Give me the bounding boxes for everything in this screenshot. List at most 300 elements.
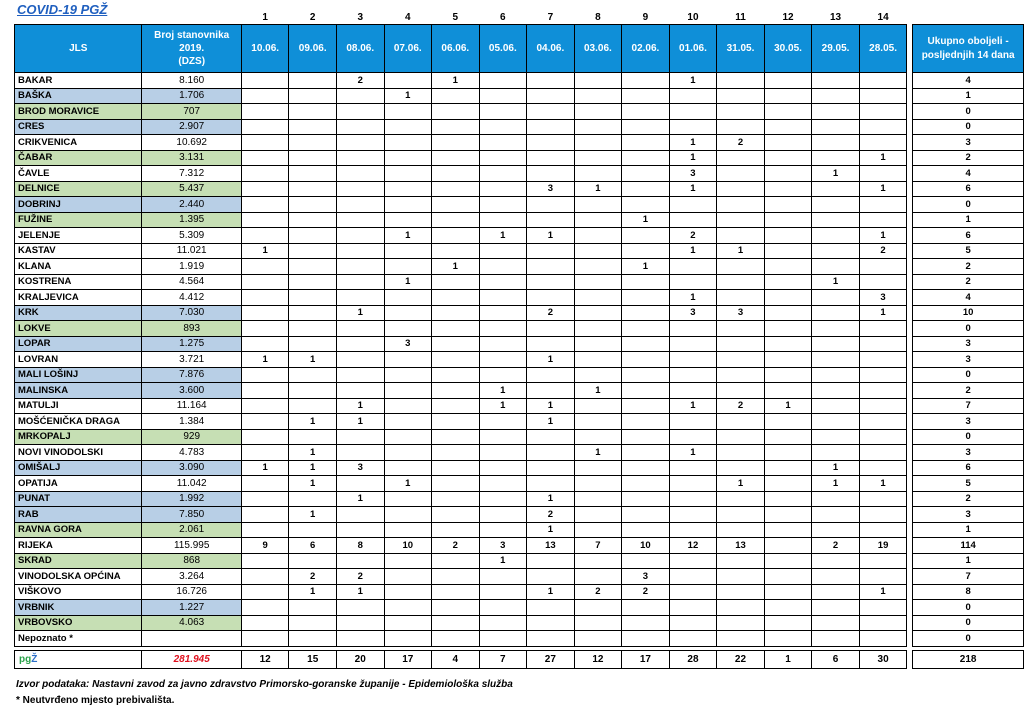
case-count-cell [241,228,289,244]
case-count-cell [479,414,527,430]
case-count-cell [574,166,622,182]
case-count-cell [384,631,432,647]
case-count-cell: 1 [527,352,575,368]
case-count-cell [669,367,717,383]
case-count-cell [812,631,860,647]
case-count-cell [812,615,860,631]
case-count-cell [859,600,907,616]
case-count-cell [859,352,907,368]
case-count-cell [764,321,812,337]
case-count-cell [289,181,337,197]
case-count-cell [764,445,812,461]
case-count-cell [812,507,860,523]
case-count-cell: 1 [669,135,717,151]
case-count-cell [717,600,765,616]
case-count-cell [432,507,480,523]
case-count-cell [859,429,907,445]
case-count-cell [764,414,812,430]
case-count-cell [432,150,480,166]
case-count-cell [764,615,812,631]
case-count-cell [859,383,907,399]
case-count-cell: 19 [859,538,907,554]
case-count-cell [764,569,812,585]
population-value: 115.995 [142,538,241,554]
case-count-cell [669,336,717,352]
case-count-cell [241,522,289,538]
case-count-cell [241,553,289,569]
total-header-line1: Ukupno oboljeli - [927,35,1009,47]
row-total: 6 [913,228,1024,244]
case-count-cell: 3 [669,166,717,182]
daily-total: 12 [241,650,289,668]
case-count-cell [812,305,860,321]
case-count-cell [812,150,860,166]
case-count-cell [432,290,480,306]
case-count-cell [669,553,717,569]
population-value: 16.726 [142,584,241,600]
case-count-cell [432,212,480,228]
case-count-cell [479,150,527,166]
date-header: 05.06. [479,25,527,73]
case-count-cell [336,383,384,399]
case-count-cell: 2 [527,507,575,523]
case-count-cell [812,522,860,538]
case-count-cell [479,259,527,275]
case-count-cell [527,73,575,89]
case-count-cell [479,321,527,337]
case-count-cell [432,228,480,244]
case-count-cell [717,367,765,383]
case-count-cell [289,522,337,538]
case-count-cell [384,460,432,476]
case-count-cell [859,259,907,275]
case-count-cell [289,398,337,414]
case-count-cell [764,367,812,383]
population-value: 3.090 [142,460,241,476]
case-count-cell: 9 [241,538,289,554]
case-count-cell [574,321,622,337]
case-count-cell: 2 [717,398,765,414]
case-count-cell [241,166,289,182]
case-count-cell [384,321,432,337]
case-count-cell [336,522,384,538]
case-count-cell [859,321,907,337]
case-count-cell [241,398,289,414]
municipality-name: CRES [15,119,142,135]
daily-total: 28 [669,650,717,668]
row-total: 0 [913,367,1024,383]
date-header: 31.05. [717,25,765,73]
case-count-cell [479,429,527,445]
case-count-cell [622,522,670,538]
case-count-cell [289,243,337,259]
table-row [15,615,1024,631]
case-count-cell [764,352,812,368]
case-count-cell [669,259,717,275]
population-value: 7.876 [142,367,241,383]
row-total: 1 [913,522,1024,538]
column-number-row [15,10,1024,25]
row-total: 0 [913,615,1024,631]
population-value: 893 [142,321,241,337]
case-count-cell [764,522,812,538]
case-count-cell [479,197,527,213]
column-number: 2 [309,11,316,23]
row-total: 0 [913,429,1024,445]
population-header-line1: Broj stanovnika [154,30,230,41]
case-count-cell [336,631,384,647]
case-count-cell [432,197,480,213]
case-count-cell: 1 [859,150,907,166]
case-count-cell: 1 [479,383,527,399]
column-number: 12 [782,11,794,23]
case-count-cell [812,569,860,585]
case-count-cell [241,321,289,337]
case-count-cell [336,445,384,461]
case-count-cell [432,460,480,476]
population-header-line3: (DZS) [178,56,206,67]
case-count-cell: 1 [432,73,480,89]
case-count-cell [669,429,717,445]
case-count-cell: 1 [669,290,717,306]
population-value: 11.021 [142,243,241,259]
source-note: Izvor podataka: Nastavni zavod za javno zdravstvo Primorsko-goranske županije - Epidemiološka služba [16,679,513,690]
case-count-cell [432,522,480,538]
case-count-cell [859,553,907,569]
case-count-cell [764,274,812,290]
case-count-cell [384,181,432,197]
case-count-cell [574,352,622,368]
case-count-cell [574,150,622,166]
case-count-cell [717,522,765,538]
case-count-cell [289,615,337,631]
municipality-name: KASTAV [15,243,142,259]
municipality-name: CRIKVENICA [15,135,142,151]
date-header: 28.05. [859,25,907,73]
case-count-cell [479,600,527,616]
row-total: 2 [913,274,1024,290]
table-row [15,274,1024,290]
totals-row [15,650,1024,668]
column-number: 13 [829,11,842,23]
case-count-cell [717,553,765,569]
municipality-name: LOVRAN [15,352,142,368]
page-title[interactable]: COVID-19 PGŽ [17,2,108,17]
case-count-cell [622,336,670,352]
column-number: 14 [877,11,889,23]
population-value: 3.600 [142,383,241,399]
case-count-cell [574,88,622,104]
table-row [15,321,1024,337]
case-count-cell [479,104,527,120]
case-count-cell [479,305,527,321]
municipality-name: MALI LOŠINJ [15,367,142,383]
case-count-cell: 1 [384,274,432,290]
date-header: 03.06. [574,25,622,73]
table-row [15,398,1024,414]
date-header: 29.05. [812,25,860,73]
case-count-cell [479,476,527,492]
case-count-cell [432,104,480,120]
case-count-cell [859,274,907,290]
case-count-cell: 2 [669,228,717,244]
case-count-cell [384,445,432,461]
case-count-cell [527,615,575,631]
table-row [15,460,1024,476]
case-count-cell [384,569,432,585]
case-count-cell [574,119,622,135]
daily-total: 30 [859,650,907,668]
case-count-cell [432,383,480,399]
case-count-cell [432,119,480,135]
case-count-cell: 3 [336,460,384,476]
case-count-cell [241,212,289,228]
municipality-name: VRBNIK [15,600,142,616]
case-count-cell [669,600,717,616]
municipality-name: JELENJE [15,228,142,244]
case-count-cell [622,631,670,647]
case-count-cell [717,181,765,197]
row-total: 10 [913,305,1024,321]
municipality-name: MATULJI [15,398,142,414]
case-count-cell: 1 [669,150,717,166]
case-count-cell: 2 [859,243,907,259]
case-count-cell [336,274,384,290]
case-count-cell [717,88,765,104]
case-count-cell [384,491,432,507]
case-count-cell: 8 [336,538,384,554]
case-count-cell [764,197,812,213]
row-total: 0 [913,631,1024,647]
case-count-cell: 6 [289,538,337,554]
case-count-cell: 1 [669,445,717,461]
case-count-cell [479,491,527,507]
case-count-cell [717,460,765,476]
case-count-cell [622,460,670,476]
case-count-cell [764,631,812,647]
case-count-cell [289,212,337,228]
case-count-cell [669,460,717,476]
municipality-name: KRK [15,305,142,321]
municipality-name: VINODOLSKA OPĆINA [15,569,142,585]
case-count-cell [289,336,337,352]
case-count-cell [622,414,670,430]
case-count-cell: 1 [479,553,527,569]
population-value: 11.164 [142,398,241,414]
case-count-cell [336,476,384,492]
date-header: 07.06. [384,25,432,73]
case-count-cell [384,398,432,414]
case-count-cell: 1 [812,476,860,492]
population-total: 281.945 [142,650,241,668]
case-count-cell [812,228,860,244]
case-count-cell [289,104,337,120]
case-count-cell [669,212,717,228]
population-value: 3.721 [142,352,241,368]
case-count-cell [336,119,384,135]
case-count-cell: 1 [812,460,860,476]
case-count-cell [241,73,289,89]
case-count-cell [669,507,717,523]
case-count-cell: 1 [479,398,527,414]
case-count-cell [432,491,480,507]
table-row [15,631,1024,647]
case-count-cell [622,104,670,120]
case-count-cell [764,243,812,259]
municipality-name: Nepoznato * [15,631,142,647]
case-count-cell [859,522,907,538]
case-count-cell [336,212,384,228]
case-count-cell: 2 [432,538,480,554]
case-count-cell [717,73,765,89]
population-value: 4.564 [142,274,241,290]
case-count-cell [764,104,812,120]
case-count-cell: 1 [622,259,670,275]
case-count-cell: 1 [574,181,622,197]
case-count-cell [241,429,289,445]
case-count-cell [622,383,670,399]
case-count-cell [812,197,860,213]
case-count-cell [764,460,812,476]
row-total: 8 [913,584,1024,600]
case-count-cell: 3 [859,290,907,306]
case-count-cell [669,414,717,430]
case-count-cell [432,445,480,461]
case-count-cell: 2 [812,538,860,554]
case-count-cell [717,274,765,290]
case-count-cell [669,119,717,135]
daily-total: 27 [527,650,575,668]
case-count-cell [289,228,337,244]
case-count-cell: 1 [289,352,337,368]
case-count-cell [859,119,907,135]
case-count-cell [241,491,289,507]
case-count-cell: 2 [289,569,337,585]
case-count-cell: 1 [574,383,622,399]
case-count-cell [622,119,670,135]
case-count-cell [289,197,337,213]
case-count-cell [669,569,717,585]
table-row [15,88,1024,104]
case-count-cell [432,631,480,647]
case-count-cell [764,507,812,523]
case-count-cell [479,212,527,228]
case-count-cell [574,414,622,430]
case-count-cell [859,414,907,430]
pgz-logo [15,650,142,668]
case-count-cell [764,166,812,182]
table-row [15,336,1024,352]
case-count-cell: 1 [527,398,575,414]
case-count-cell [241,119,289,135]
case-count-cell [527,243,575,259]
case-count-cell [859,398,907,414]
case-count-cell [764,336,812,352]
municipality-name: LOPAR [15,336,142,352]
case-count-cell [717,166,765,182]
case-count-cell [384,507,432,523]
case-count-cell [527,166,575,182]
case-count-cell: 1 [527,522,575,538]
table-row [15,600,1024,616]
case-count-cell [812,104,860,120]
table-row [15,181,1024,197]
case-count-cell [622,476,670,492]
case-count-cell [432,336,480,352]
case-count-cell [574,228,622,244]
case-count-cell [717,507,765,523]
header-row [15,25,1024,73]
case-count-cell [764,212,812,228]
case-count-cell [479,352,527,368]
case-count-cell: 1 [717,476,765,492]
case-count-cell: 1 [717,243,765,259]
case-count-cell [336,336,384,352]
row-total: 114 [913,538,1024,554]
case-count-cell [669,274,717,290]
row-total: 0 [913,600,1024,616]
population-value: 7.030 [142,305,241,321]
blank-cell [913,10,1024,25]
case-count-cell [432,181,480,197]
case-count-cell [241,600,289,616]
case-count-cell [384,150,432,166]
case-count-cell: 1 [669,398,717,414]
case-count-cell: 13 [527,538,575,554]
case-count-cell [527,259,575,275]
population-value: 1.992 [142,491,241,507]
case-count-cell [812,600,860,616]
table-row [15,104,1024,120]
case-count-cell [622,290,670,306]
case-count-cell [859,445,907,461]
case-count-cell [812,367,860,383]
case-count-cell [622,197,670,213]
case-count-cell [574,491,622,507]
grand-total: 218 [913,650,1024,668]
municipality-name: NOVI VINODOLSKI [15,445,142,461]
case-count-cell [622,321,670,337]
case-count-cell [622,166,670,182]
case-count-cell [432,615,480,631]
population-value: 1.384 [142,414,241,430]
case-count-cell [574,259,622,275]
population-value: 3.264 [142,569,241,585]
table-row [15,445,1024,461]
case-count-cell [479,460,527,476]
case-count-cell [289,119,337,135]
case-count-cell [717,119,765,135]
case-count-cell [336,243,384,259]
case-count-cell [432,569,480,585]
population-value: 3.131 [142,150,241,166]
case-count-cell: 1 [289,445,337,461]
municipality-name: DOBRINJ [15,197,142,213]
case-count-cell: 1 [289,414,337,430]
column-number: 4 [404,11,411,23]
case-count-cell [384,414,432,430]
case-count-cell [336,507,384,523]
case-count-cell [527,336,575,352]
row-total: 2 [913,383,1024,399]
case-count-cell [622,305,670,321]
case-count-cell [622,429,670,445]
row-total: 5 [913,476,1024,492]
municipality-name: FUŽINE [15,212,142,228]
case-count-cell [764,305,812,321]
row-total: 0 [913,197,1024,213]
case-count-cell [527,135,575,151]
